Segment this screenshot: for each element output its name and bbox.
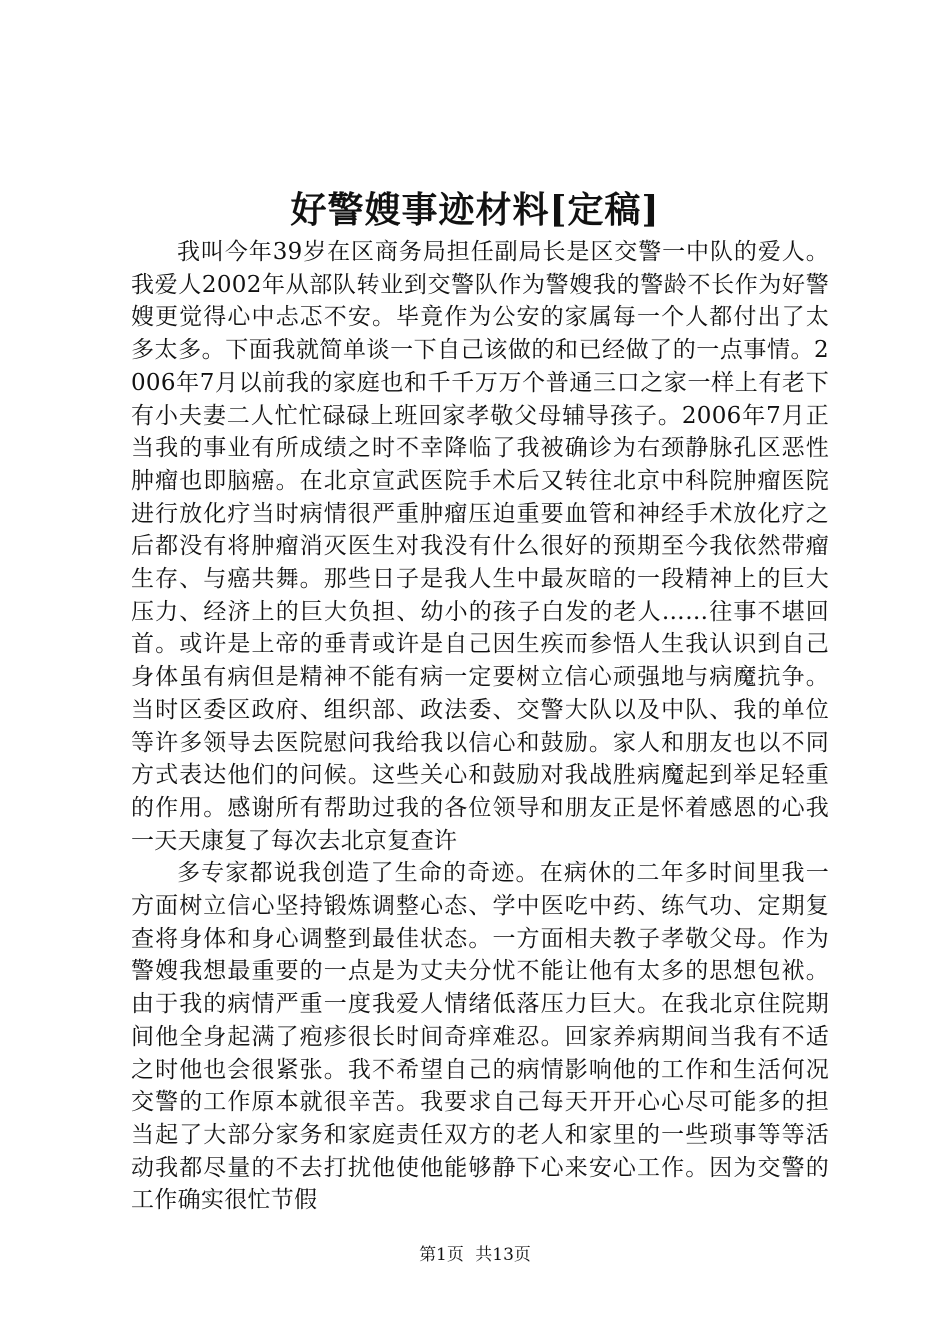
document-title: 好警嫂事迹材料[定稿] [290, 189, 660, 231]
document-body [131, 236, 829, 1217]
page-number: 第1页 [419, 1245, 464, 1265]
page-total: 共13页 [475, 1245, 531, 1265]
paragraph-1: 我叫今年39岁在区商务局担任副局长是区交警一中队的爱人。我爱人2002年从部队转业到交警队作为警嫂我的警龄不长作为好警嫂更觉得心中忐忑不安。毕竟作为公安的家属每一个人都付出了太多太多。下面我就简单谈一下自己该做的和已经做了的一点事情。2006年7月以前我的家庭也和千千万万个普通三口之家一样上有老下有小夫妻二人忙忙碌碌上班回家孝敬父母辅导孩子。2006年7月正当我的事业有所成绩之时不幸降临了我被确诊为右颈静脉孔区恶性肿瘤也即脑癌。在北京宣武医院手术后又转往北京中科院肿瘤医院进行放化疗当时病情很严重肿瘤压迫重要血管和神经手术放化疗之后都没有将肿瘤消灭医生对我没有什么很好的预期至今我依然带瘤生存、与癌共舞。那些日子是我人生中最灰暗的一段精神上的巨大压力、经济上的巨大负担、幼小的孩子白发的老人……往事不堪回首。或许是上帝的垂青或许是自己因生疾而参悟人生我认识到自己身体虽有病但是精神不能有病一定要树立信心顽强地与病魔抗争。当时区委区政府、组织部、政法委、交警大队以及中队、我的单位等许多领导去医院慰问我给我以信心和鼓励。家人和朋友也以不同方式表达他们的问候。这些关心和鼓励对我战胜病魔起到举足轻重的作用。感谢所有帮助过我的各位领导和朋友正是怀着感恩的心我一天天康复了每次去北京复查许 [131, 239, 829, 854]
page-footer [0, 1243, 950, 1267]
paragraph-2: 多专家都说我创造了生命的奇迹。在病休的二年多时间里我一方面树立信心坚持锻炼调整心态、学中医吃中药、练气功、定期复查将身体和身心调整到最佳状态。一方面相夫教子孝敬父母。作为警嫂我想最重要的一点是为丈夫分忧不能让他有太多的思想包袱。由于我的病情严重一度我爱人情绪低落压力巨大。在我北京住院期间他全身起满了疱疹很长时间奇痒难忍。回家养病期间当我有不适之时他也会很紧张。我不希望自己的病情影响他的工作和生活何况交警的工作原本就很辛苦。我要求自己每天开开心心尽可能多的担当起了大部分家务和家庭责任双方的老人和家里的一些琐事等等活动我都尽量的不去打扰他使他能够静下心来安心工作。因为交警的工作确实很忙节假 [131, 860, 829, 1214]
